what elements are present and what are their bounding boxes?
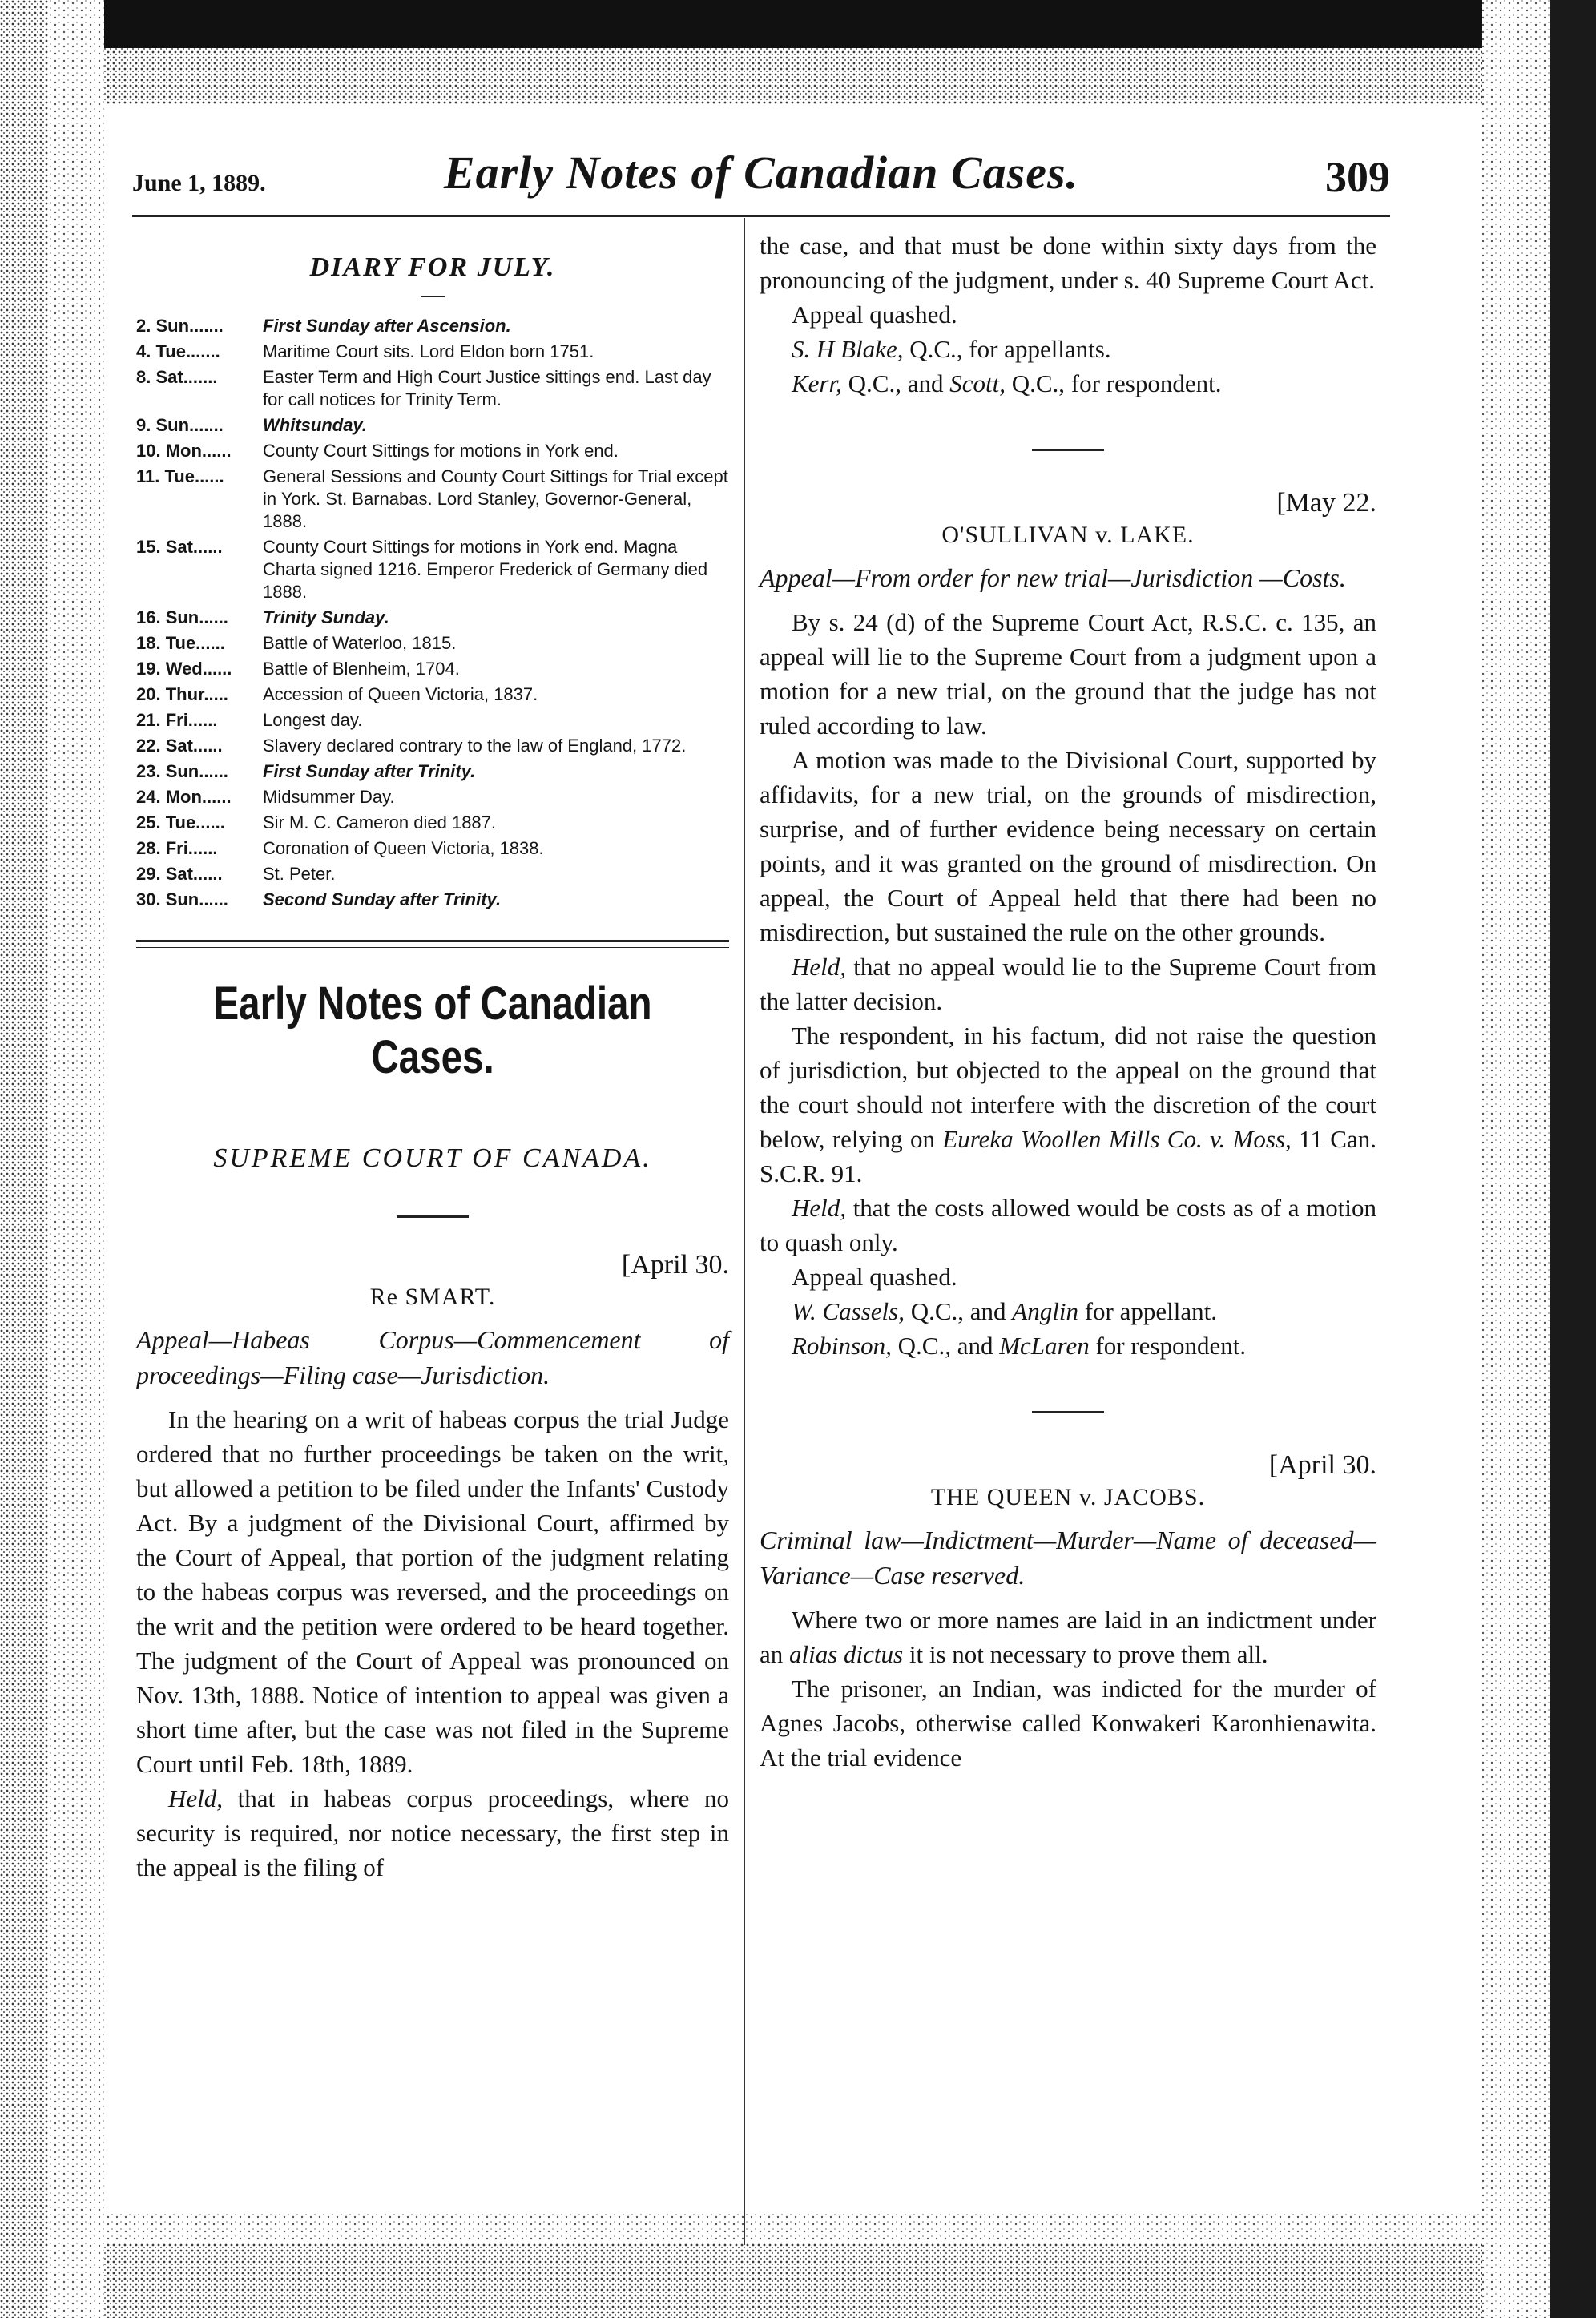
diary-event: Coronation of Queen Victoria, 1838. [263, 838, 544, 858]
case-date: [May 22. [1276, 488, 1376, 518]
diary-entry [136, 607, 729, 629]
case-title: O'SULLIVAN v. LAKE. [941, 522, 1195, 548]
held-text: that the costs allowed would be costs as of a motion to quash only. [760, 1194, 1376, 1256]
diary-entry [136, 889, 729, 911]
latin-term: alias dictus [789, 1640, 904, 1668]
paragraph-text: Where two or more names are laid in an indictment under an [760, 1606, 1376, 1668]
diary-event: Battle of Blenheim, 1704. [263, 659, 460, 679]
case-paragraph: The prisoner, an Indian, was indicted for the murder of Agnes Jacobs, otherwise called Konwakeri Karonhienawita. At the trial evidence [760, 1675, 1376, 1772]
held-text: that no appeal would lie to the Supreme Court from the latter decision. [760, 953, 1376, 1015]
diary-day: 8. Sat....... [136, 367, 218, 387]
diary-day: 24. Mon...... [136, 787, 232, 807]
diary-day: 29. Sat...... [136, 864, 223, 884]
right-column [760, 228, 1376, 1775]
diary-entry [136, 786, 729, 808]
counsel-text: Q.C., for appellants. [903, 335, 1111, 363]
diary-event: First Sunday after Trinity. [263, 761, 476, 781]
diary-day: 20. Thur..... [136, 684, 228, 704]
case-paragraph: In the hearing on a writ of habeas corpus the trial Judge ordered that no further proceedings be taken on the writ, but allowed a petition to be filed under the Infants' Custody Act. By a judgment of the Divisional Court, affirmed by the Court of Appeal, that portion of the judgment relating to the habeas corpus was reversed, and the proceedings on the writ and the petition were ordered to be heard together. The judgment of the Court of Appeal was pronounced on Nov. 13th, 1888. Notice of intention to appeal was given a short time after, but the case was not filed in the Supreme Court until Feb. 18th, 1889. [136, 1405, 729, 1778]
diary-entry [136, 683, 729, 706]
running-title: Early Notes of Canadian Cases. [443, 147, 1079, 199]
court-heading: SUPREME COURT OF CANADA. [213, 1143, 652, 1173]
diary-day: 18. Tue...... [136, 633, 225, 653]
diary-day: 22. Sat...... [136, 736, 223, 756]
diary-event: St. Peter. [263, 864, 336, 884]
diary-entry [136, 735, 729, 757]
diary-day: 21. Fri...... [136, 710, 218, 730]
diary-entry [136, 366, 729, 411]
diary-event: Midsummer Day. [263, 787, 395, 807]
held-label: Held, [168, 1784, 224, 1812]
diary-list [136, 315, 729, 911]
counsel-text: Q.C., and [841, 369, 950, 397]
diary-event: Battle of Waterloo, 1815. [263, 633, 457, 653]
paragraph-text: 11 Can. S.C.R. 91. [760, 1125, 1376, 1187]
counsel-line [760, 366, 1376, 401]
case-separator [1032, 1411, 1104, 1413]
left-column [136, 228, 729, 1885]
diary-event: Sir M. C. Cameron died 1887. [263, 812, 497, 832]
held-text: that in habeas corpus proceedings, where no security is required, nor notice necessary, the first step in the appeal is the filing of [136, 1784, 729, 1881]
case-separator [1032, 449, 1104, 451]
counsel-name: Anglin [1012, 1297, 1078, 1325]
case-paragraph [136, 1781, 729, 1885]
case-headnote: Appeal—Habeas Corpus—Commencement of proceedings—Filing case—Jurisdiction. [136, 1325, 729, 1389]
diary-event: First Sunday after Ascension. [263, 316, 511, 336]
diary-entry [136, 536, 729, 603]
diary-day: 28. Fri...... [136, 838, 218, 858]
diary-event: Longest day. [263, 710, 363, 730]
case-headnote: Criminal law—Indictment—Murder—Name of deceased—Variance—Case reserved. [760, 1526, 1376, 1590]
counsel-text: Q.C., and [891, 1332, 1000, 1360]
diary-divider [421, 296, 445, 297]
diary-day: 10. Mon...... [136, 441, 232, 461]
diary-entry [136, 632, 729, 655]
header-rule [132, 215, 1390, 217]
diary-entry [136, 466, 729, 533]
counsel-name: McLaren [999, 1332, 1090, 1360]
counsel-name: S. H Blake, [792, 335, 904, 363]
diary-event: Slavery declared contrary to the law of England, 1772. [263, 736, 687, 756]
counsel-text: Q.C., and [904, 1297, 1013, 1325]
page-header [132, 136, 1390, 216]
case-paragraph: the case, and that must be done within sixty days from the pronouncing of the judgment, under s. 40 Supreme Court Act. [760, 232, 1376, 294]
diary-entry [136, 812, 729, 834]
diary-event: Maritime Court sits. Lord Eldon born 1751. [263, 341, 594, 361]
diary-day: 19. Wed...... [136, 659, 232, 679]
held-label: Held, [792, 953, 847, 981]
counsel-name: Robinson, [792, 1332, 892, 1360]
case-title: THE QUEEN v. JACOBS. [930, 1484, 1206, 1510]
counsel-line [760, 1294, 1376, 1328]
case-paragraph [760, 1602, 1376, 1671]
diary-event: General Sessions and County Court Sittings for Trial except in York. St. Barnabas. Lord Stanley, Governor-General, 1888. [263, 466, 728, 531]
diary-entry [136, 760, 729, 783]
counsel-line [760, 332, 1376, 366]
counsel-name: W. Cassels, [792, 1297, 905, 1325]
case-result: Appeal quashed. [792, 300, 957, 329]
case-paragraph [760, 1018, 1376, 1191]
case-citation: Eureka Woollen Mills Co. v. Moss, [942, 1125, 1292, 1153]
section-title: Early Notes of Canadian Cases. [213, 978, 652, 1083]
counsel-line [760, 1328, 1376, 1363]
diary-day: 25. Tue...... [136, 812, 225, 832]
diary-title: DIARY FOR JULY. [309, 252, 556, 282]
diary-day: 30. Sun...... [136, 889, 228, 909]
diary-event: Second Sunday after Trinity. [263, 889, 502, 909]
diary-day: 23. Sun...... [136, 761, 228, 781]
case-separator [397, 1215, 469, 1218]
diary-day: 4. Tue....... [136, 341, 220, 361]
diary-event: Accession of Queen Victoria, 1837. [263, 684, 538, 704]
section-rule [136, 940, 729, 942]
column-divider [744, 218, 745, 2245]
case-date: [April 30. [1268, 1450, 1376, 1480]
diary-entry [136, 440, 729, 462]
page-number: 309 [1325, 153, 1390, 201]
diary-day: 16. Sun...... [136, 607, 228, 627]
counsel-text: for appellant. [1078, 1297, 1217, 1325]
case-paragraph: A motion was made to the Divisional Court, supported by affidavits, for a new trial, on the grounds of misdirection, surprise, and of further evidence being necessary on certain points, and it was granted on the ground of misdirection. On appeal, the Court of Appeal held that there had been no misdirection, but sustained the rule on the other grounds. [760, 746, 1376, 946]
diary-entry [136, 414, 729, 437]
diary-event: Whitsunday. [263, 415, 367, 435]
paragraph-text: it is not necessary to prove them all. [903, 1640, 1268, 1668]
diary-day: 2. Sun....... [136, 316, 224, 336]
diary-entry [136, 341, 729, 363]
case-date: [April 30. [621, 1250, 729, 1280]
issue-date: June 1, 1889. [132, 170, 266, 196]
counsel-name: Scott, [949, 369, 1006, 397]
diary-event: County Court Sittings for motions in York end. Magna Charta signed 1216. Emperor Frederick of Germany died 1888. [263, 537, 708, 602]
diary-entry [136, 837, 729, 860]
counsel-text: Q.C., for respondent. [1005, 369, 1222, 397]
case-title: Re SMART. [369, 1284, 496, 1310]
diary-entry [136, 709, 729, 732]
counsel-text: for respondent. [1089, 1332, 1247, 1360]
case-result: Appeal quashed. [792, 1263, 957, 1291]
diary-entry [136, 658, 729, 680]
case-paragraph [760, 1191, 1376, 1260]
diary-day: 11. Tue...... [136, 466, 224, 486]
held-label: Held, [792, 1194, 847, 1222]
diary-event: Easter Term and High Court Justice sittings end. Last day for call notices for Trinity Term. [263, 367, 711, 409]
diary-event: County Court Sittings for motions in York end. [263, 441, 619, 461]
case-paragraph [760, 949, 1376, 1018]
counsel-name: Kerr, [792, 369, 842, 397]
diary-entry [136, 863, 729, 885]
paragraph-text: The respondent, in his factum, did not raise the question of jurisdiction, but objected to the appeal on the ground that the court should not interfere with the discretion of the court below, relying on [760, 1022, 1376, 1153]
diary-day: 9. Sun....... [136, 415, 224, 435]
section-rule-thin [136, 947, 729, 948]
diary-event: Trinity Sunday. [263, 607, 389, 627]
case-paragraph: By s. 24 (d) of the Supreme Court Act, R.S.C. c. 135, an appeal will lie to the Supreme Court from a judgment upon a motion for a new trial, on the ground that the judge has not ruled according to law. [760, 608, 1376, 740]
case-headnote: Appeal—From order for new trial—Jurisdiction —Costs. [760, 563, 1346, 592]
diary-entry [136, 315, 729, 337]
diary-day: 15. Sat...... [136, 537, 223, 557]
